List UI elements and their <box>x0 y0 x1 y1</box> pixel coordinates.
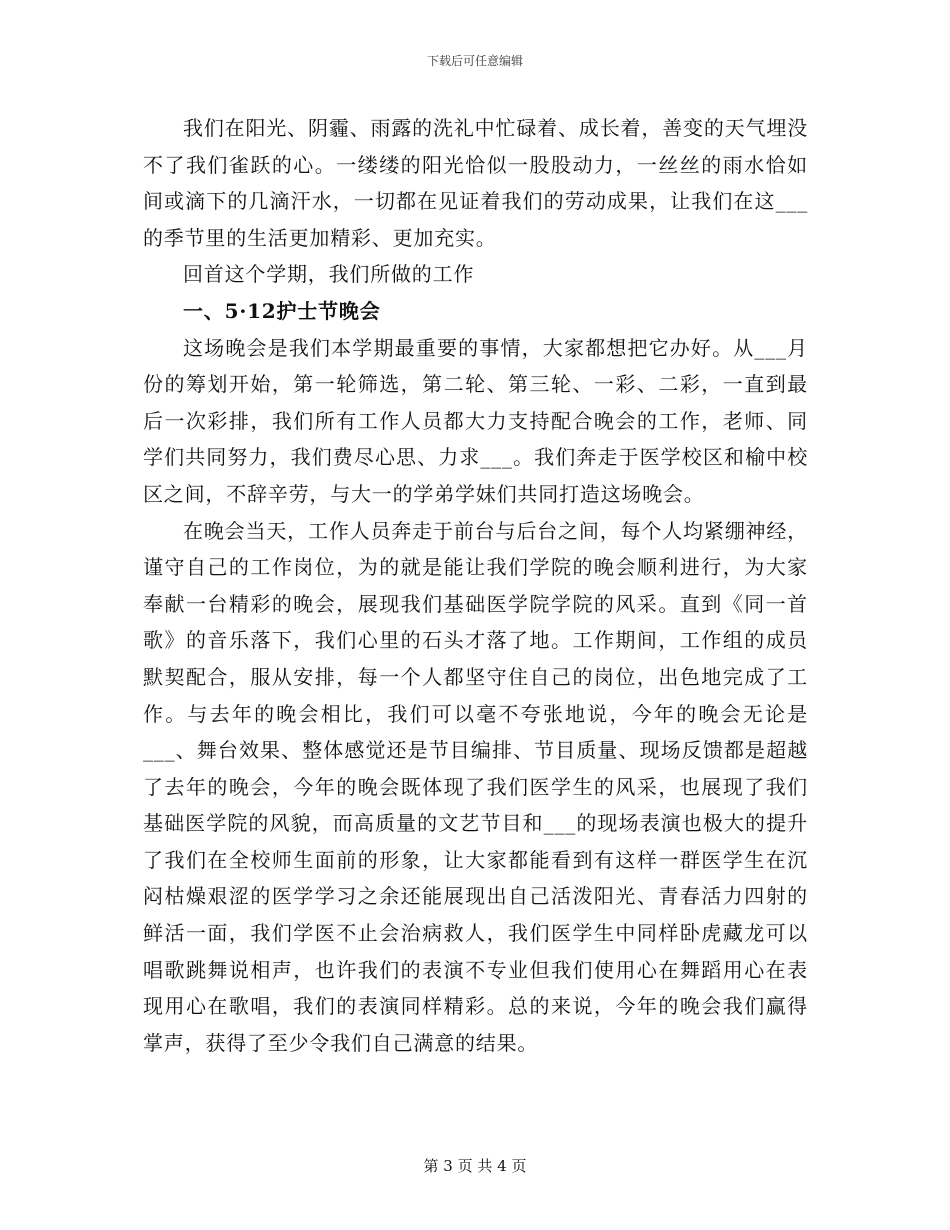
paragraph-gala-day: 在晚会当天，工作人员奔走于前台与后台之间，每个人均紧绷神经，谨守自己的工作岗位，为的就是能让我们学院的晚会顺利进行，为大家奉献一台精彩的晚会，展现我们基础医学院学院的风采。直到《同一首歌》的音乐落下，我们心里的石头才落了地。工作期间，工作组的成员默契配合，服从安排，每一个人都坚守住自己的岗位，出色地完成了工作。与去年的晚会相比，我们可以毫不夸张地说，今年的晚会无论是___、舞台效果、整体感觉还是节目编排、节目质量、现场反馈都是超越了去年的晚会，今年的晚会既体现了我们医学生的风采，也展现了我们基础医学院的风貌，而高质量的文艺节目和___的现场表演也极大的提升了我们在全校师生面前的形象，让大家都能看到有这样一群医学生在沉闷枯燥艰涩的医学学习之余还能展现出自己活泼阳光、青春活力四射的鲜活一面，我们学医不止会治病救人，我们医学生中同样卧虎藏龙可以唱歌跳舞说相声，也许我们的表演不专业但我们使用心在舞蹈用心在表现用心在歌唱，我们的表演同样精彩。总的来说，今年的晚会我们赢得掌声，获得了至少令我们自己满意的结果。 <box>143 518 808 1055</box>
paragraph-gala-preparation: 这场晚会是我们本学期最重要的事情，大家都想把它办好。从___月份的筹划开始，第一轮筛选，第二轮、第三轮、一彩、二彩，一直到最后一次彩排，我们所有工作人员都大力支持配合晚会的工作，老师、同学们共同努力，我们费尽心思、力求___。我们奔走于医学校区和榆中校区之间，不辞辛劳，与大一的学弟学妹们共同打造这场晚会。 <box>143 335 808 506</box>
page-header: 下载后可任意编辑 <box>426 54 523 68</box>
section-heading: 一、5·12护士节晚会 <box>183 298 381 323</box>
paragraph-intro: 我们在阳光、阴霾、雨露的洗礼中忙碌着、成长着，善变的天气埋没不了我们雀跃的心。一缕缕的阳光恰似一股股动力，一丝丝的雨水恰如间或滴下的几滴汗水，一切都在见证着我们的劳动成果，让我们在这___的季节里的生活更加精彩、更加充实。 <box>143 116 808 250</box>
document-body <box>143 110 808 1061</box>
paragraph-review: 回首这个学期，我们所做的工作 <box>183 262 475 287</box>
page-number: 第 3 页 共 4 页 <box>423 1157 527 1175</box>
